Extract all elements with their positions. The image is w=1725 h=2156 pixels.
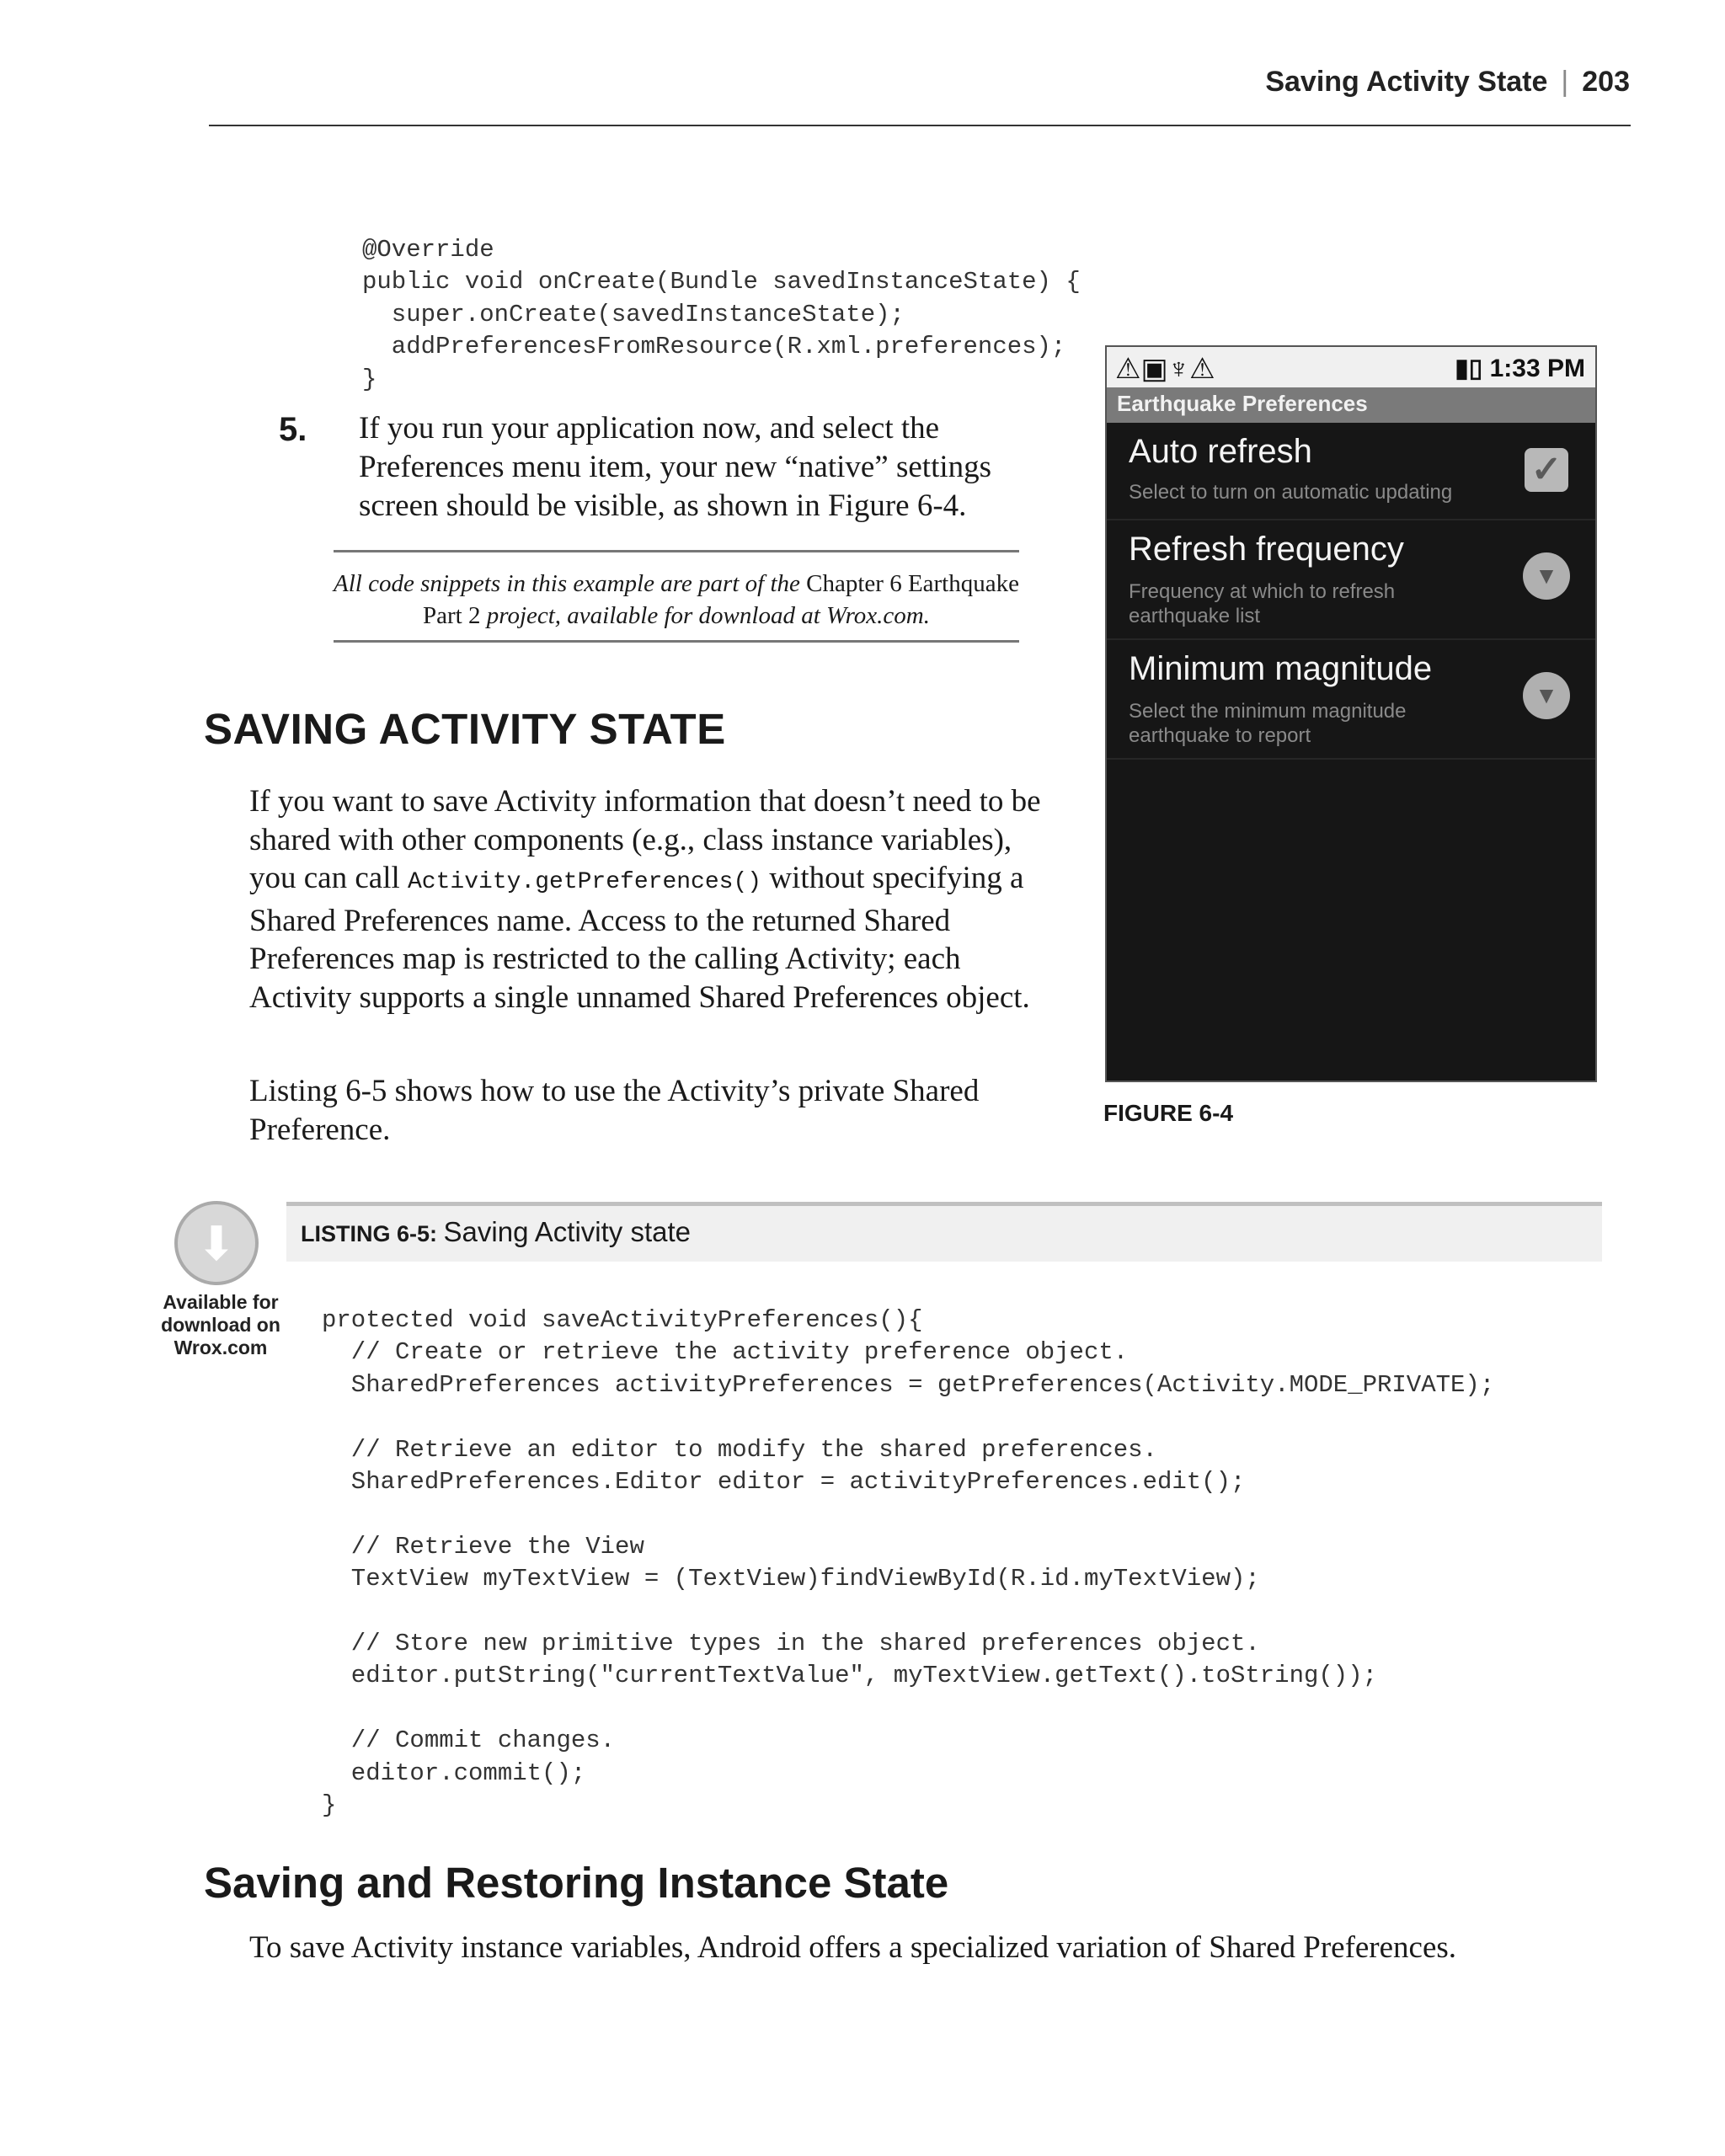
checkbox-checked-icon[interactable]: ✓: [1525, 448, 1568, 492]
pref-label: Refresh frequency: [1129, 531, 1404, 568]
download-icon: [174, 1201, 259, 1285]
pref-item-auto-refresh[interactable]: [1107, 424, 1595, 520]
step-text: If you run your application now, and select the Preferences menu item, your new “native” settings screen should be visible, as shown in Figure 6-4.: [359, 411, 992, 523]
section-heading: SAVING ACTIVITY STATE: [204, 705, 726, 753]
figure-caption: FIGURE 6-4: [1103, 1100, 1234, 1126]
status-time: 1:33 PM: [1489, 355, 1585, 382]
note-text-part3: project, available for download at Wrox.com.: [486, 602, 930, 629]
listing-title: Saving Activity state: [443, 1216, 692, 1247]
body-paragraph-2: Listing 6-5 shows how to use the Activity’s private Shared Preference.: [249, 1074, 980, 1147]
para1-after: without specifying a Shared Preferences name. Access to the returned Shared Preferences map is restricted to the calling Activity; each Activity supports a single unnamed Shared Preferences object.: [249, 861, 1030, 1015]
notification-icons: ⚠▣♆⚠: [1115, 353, 1215, 385]
para1-before: If you want to save Activity information that doesn’t need to be shared with other components (e.g., class instance variables), you can call: [249, 784, 1041, 895]
pref-summary: Select the minimum magnitude earthquake to report: [1129, 700, 1407, 747]
signal-battery-icon: ▮▯: [1455, 355, 1483, 382]
code-snippet-oncreate: @Override public void onCreate(Bundle savedInstanceState) { super.onCreate(savedInstanceState); addPreferencesFromResource(R.xml.preferences); }: [362, 236, 1081, 393]
dropdown-circle-icon[interactable]: ▼: [1523, 672, 1570, 719]
figure-phone-screenshot: [1105, 345, 1597, 1082]
running-head-section: Saving Activity State: [1265, 66, 1548, 98]
page-number: 203: [1582, 66, 1630, 98]
pref-label: Auto refresh: [1129, 433, 1312, 470]
note-text-project-name: Chapter 6 Earthquake Part 2: [423, 570, 1019, 629]
note-box: [334, 550, 1019, 643]
pref-item-refresh-frequency[interactable]: [1107, 520, 1595, 640]
body-paragraph-3: To save Activity instance variables, Android offers a specialized variation of Shared Preferences.: [249, 1930, 1457, 1965]
download-note: Available for download on Wrox.com: [161, 1291, 280, 1358]
step-number: 5.: [279, 411, 307, 448]
preferences-title: Earthquake Preferences: [1117, 391, 1368, 416]
preferences-title-bar: [1107, 387, 1595, 423]
running-head: [1265, 66, 1630, 99]
listing-label: LISTING 6-5:: [301, 1221, 438, 1246]
note-text-part1: All code snippets in this example are part of the: [334, 570, 800, 597]
dropdown-circle-icon[interactable]: ▼: [1523, 552, 1570, 600]
subsection-heading: Saving and Restoring Instance State: [204, 1859, 949, 1907]
note-text: [334, 568, 1019, 632]
header-rule: [209, 125, 1631, 126]
inline-code: Activity.getPreferences(): [408, 869, 762, 895]
status-right: [1455, 354, 1585, 383]
body-paragraph-1: [249, 782, 1058, 1017]
status-bar: [1107, 347, 1595, 387]
pref-summary: Select to turn on automatic updating: [1129, 481, 1453, 504]
listing-code: protected void saveActivityPreferences(){ // Create or retrieve the activity preference object. SharedPreferences activityPreferences = getPreferences(Activity.MODE_PRIVATE); // Retrieve an editor to modify the shared preferences. SharedPreferences.Editor editor = activityPreferences.edit(); // Retrieve the View TextView myTextView = (TextView)findViewById(R.id.myTextView); // Store new primitive types in the shared preferences object. editor.putString("currentTextValue", myTextView.getText().toString()); // Commit changes. editor.commit(); }: [322, 1306, 1495, 1820]
running-head-separator: |: [1561, 66, 1569, 98]
download-arrow-icon: ⬇: [196, 1217, 237, 1270]
pref-summary: Frequency at which to refresh earthquake list: [1129, 580, 1396, 627]
listing-caption: [301, 1216, 691, 1248]
pref-item-minimum-magnitude[interactable]: [1107, 640, 1595, 760]
pref-label: Minimum magnitude: [1129, 650, 1433, 687]
